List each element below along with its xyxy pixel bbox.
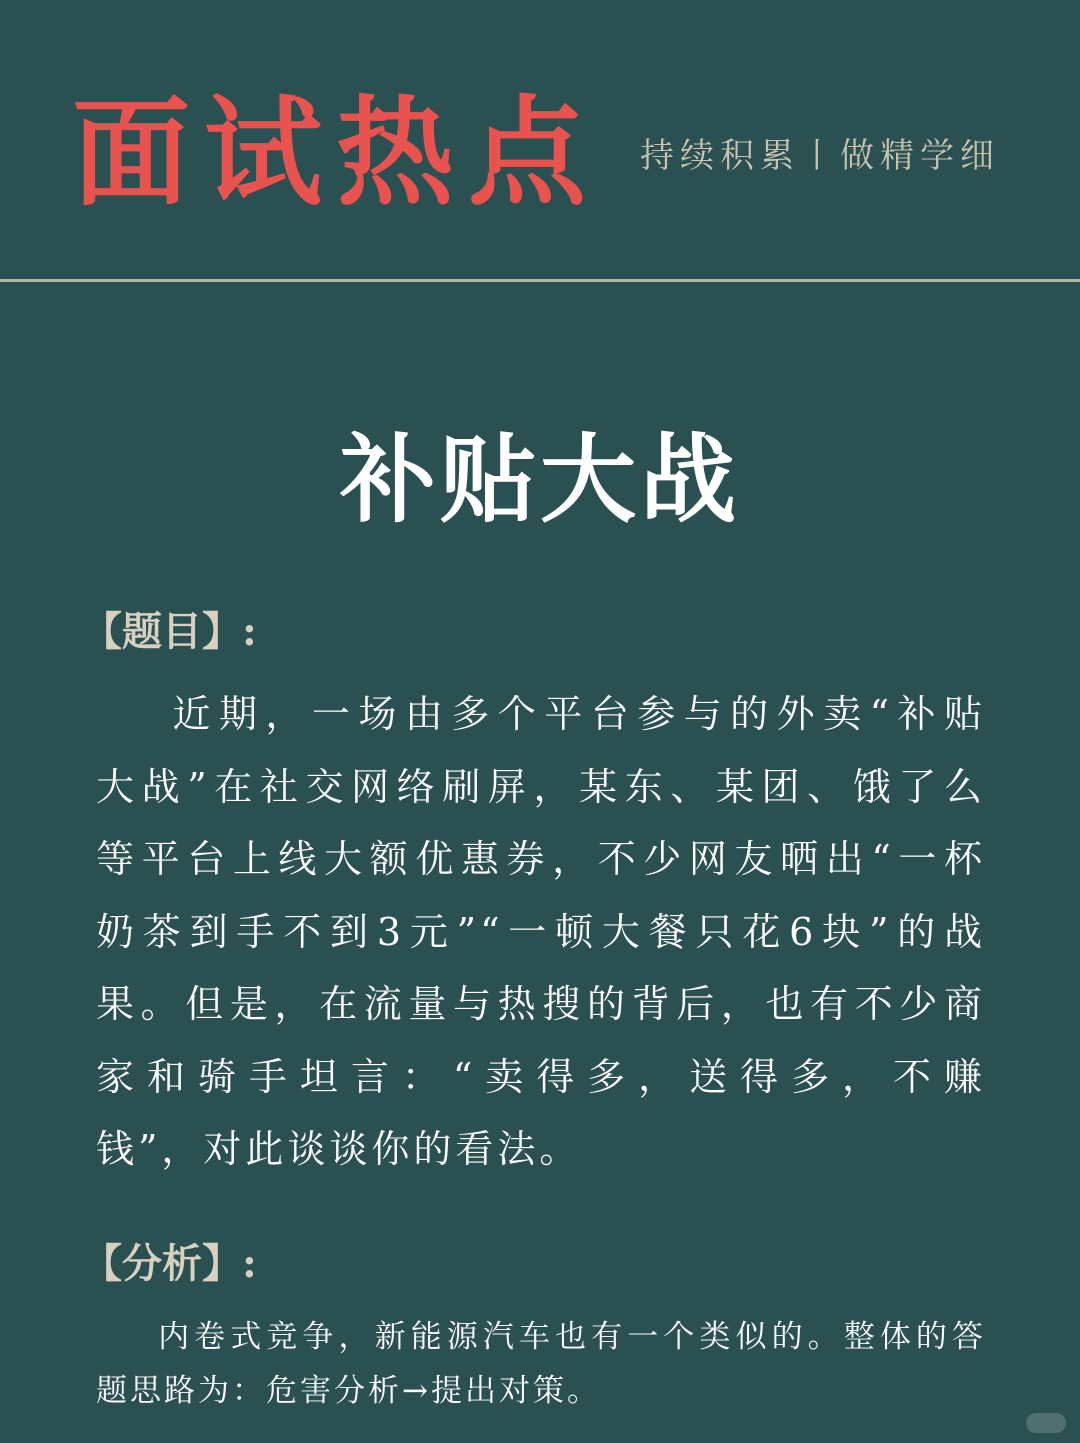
page-title: 面试热点 xyxy=(72,83,601,222)
analysis-heading: 【分析】: xyxy=(82,1240,257,1287)
question-line: 家和骑手坦言：“卖得多，送得多，不赚 xyxy=(96,1054,986,1099)
analysis-line xyxy=(96,1310,986,1364)
question-line-text: 近期，一场由多个平台参与的外卖“补贴 xyxy=(168,692,986,736)
question-line: 奶茶到手不到3元”“一顿大餐只花6块”的战 xyxy=(96,909,986,954)
header xyxy=(0,0,1080,280)
header-divider xyxy=(0,279,1080,282)
watermark-badge xyxy=(1026,1413,1066,1433)
analysis-line: 题思路为：危害分析→提出对策。 xyxy=(96,1373,601,1409)
question-line: 大战”在社交网络刷屏，某东、某团、饿了么 xyxy=(96,764,986,809)
analysis-body xyxy=(96,1310,986,1418)
analysis-line-text: 内卷式竞争，新能源汽车也有一个类似的。整体的答 xyxy=(156,1319,986,1355)
question-line xyxy=(96,678,986,751)
question-body xyxy=(96,678,986,1186)
question-line: 钱”，对此谈谈你的看法。 xyxy=(96,1127,582,1171)
topic-title: 补贴大战 xyxy=(340,423,740,536)
question-line: 果。但是，在流量与热搜的背后，也有不少商 xyxy=(96,982,986,1026)
question-line: 等平台上线大额优惠券，不少网友晒出“一杯 xyxy=(96,837,986,881)
question-heading: 【题目】: xyxy=(82,608,257,655)
slogan: 持续积累丨做精学细 xyxy=(640,136,1000,176)
